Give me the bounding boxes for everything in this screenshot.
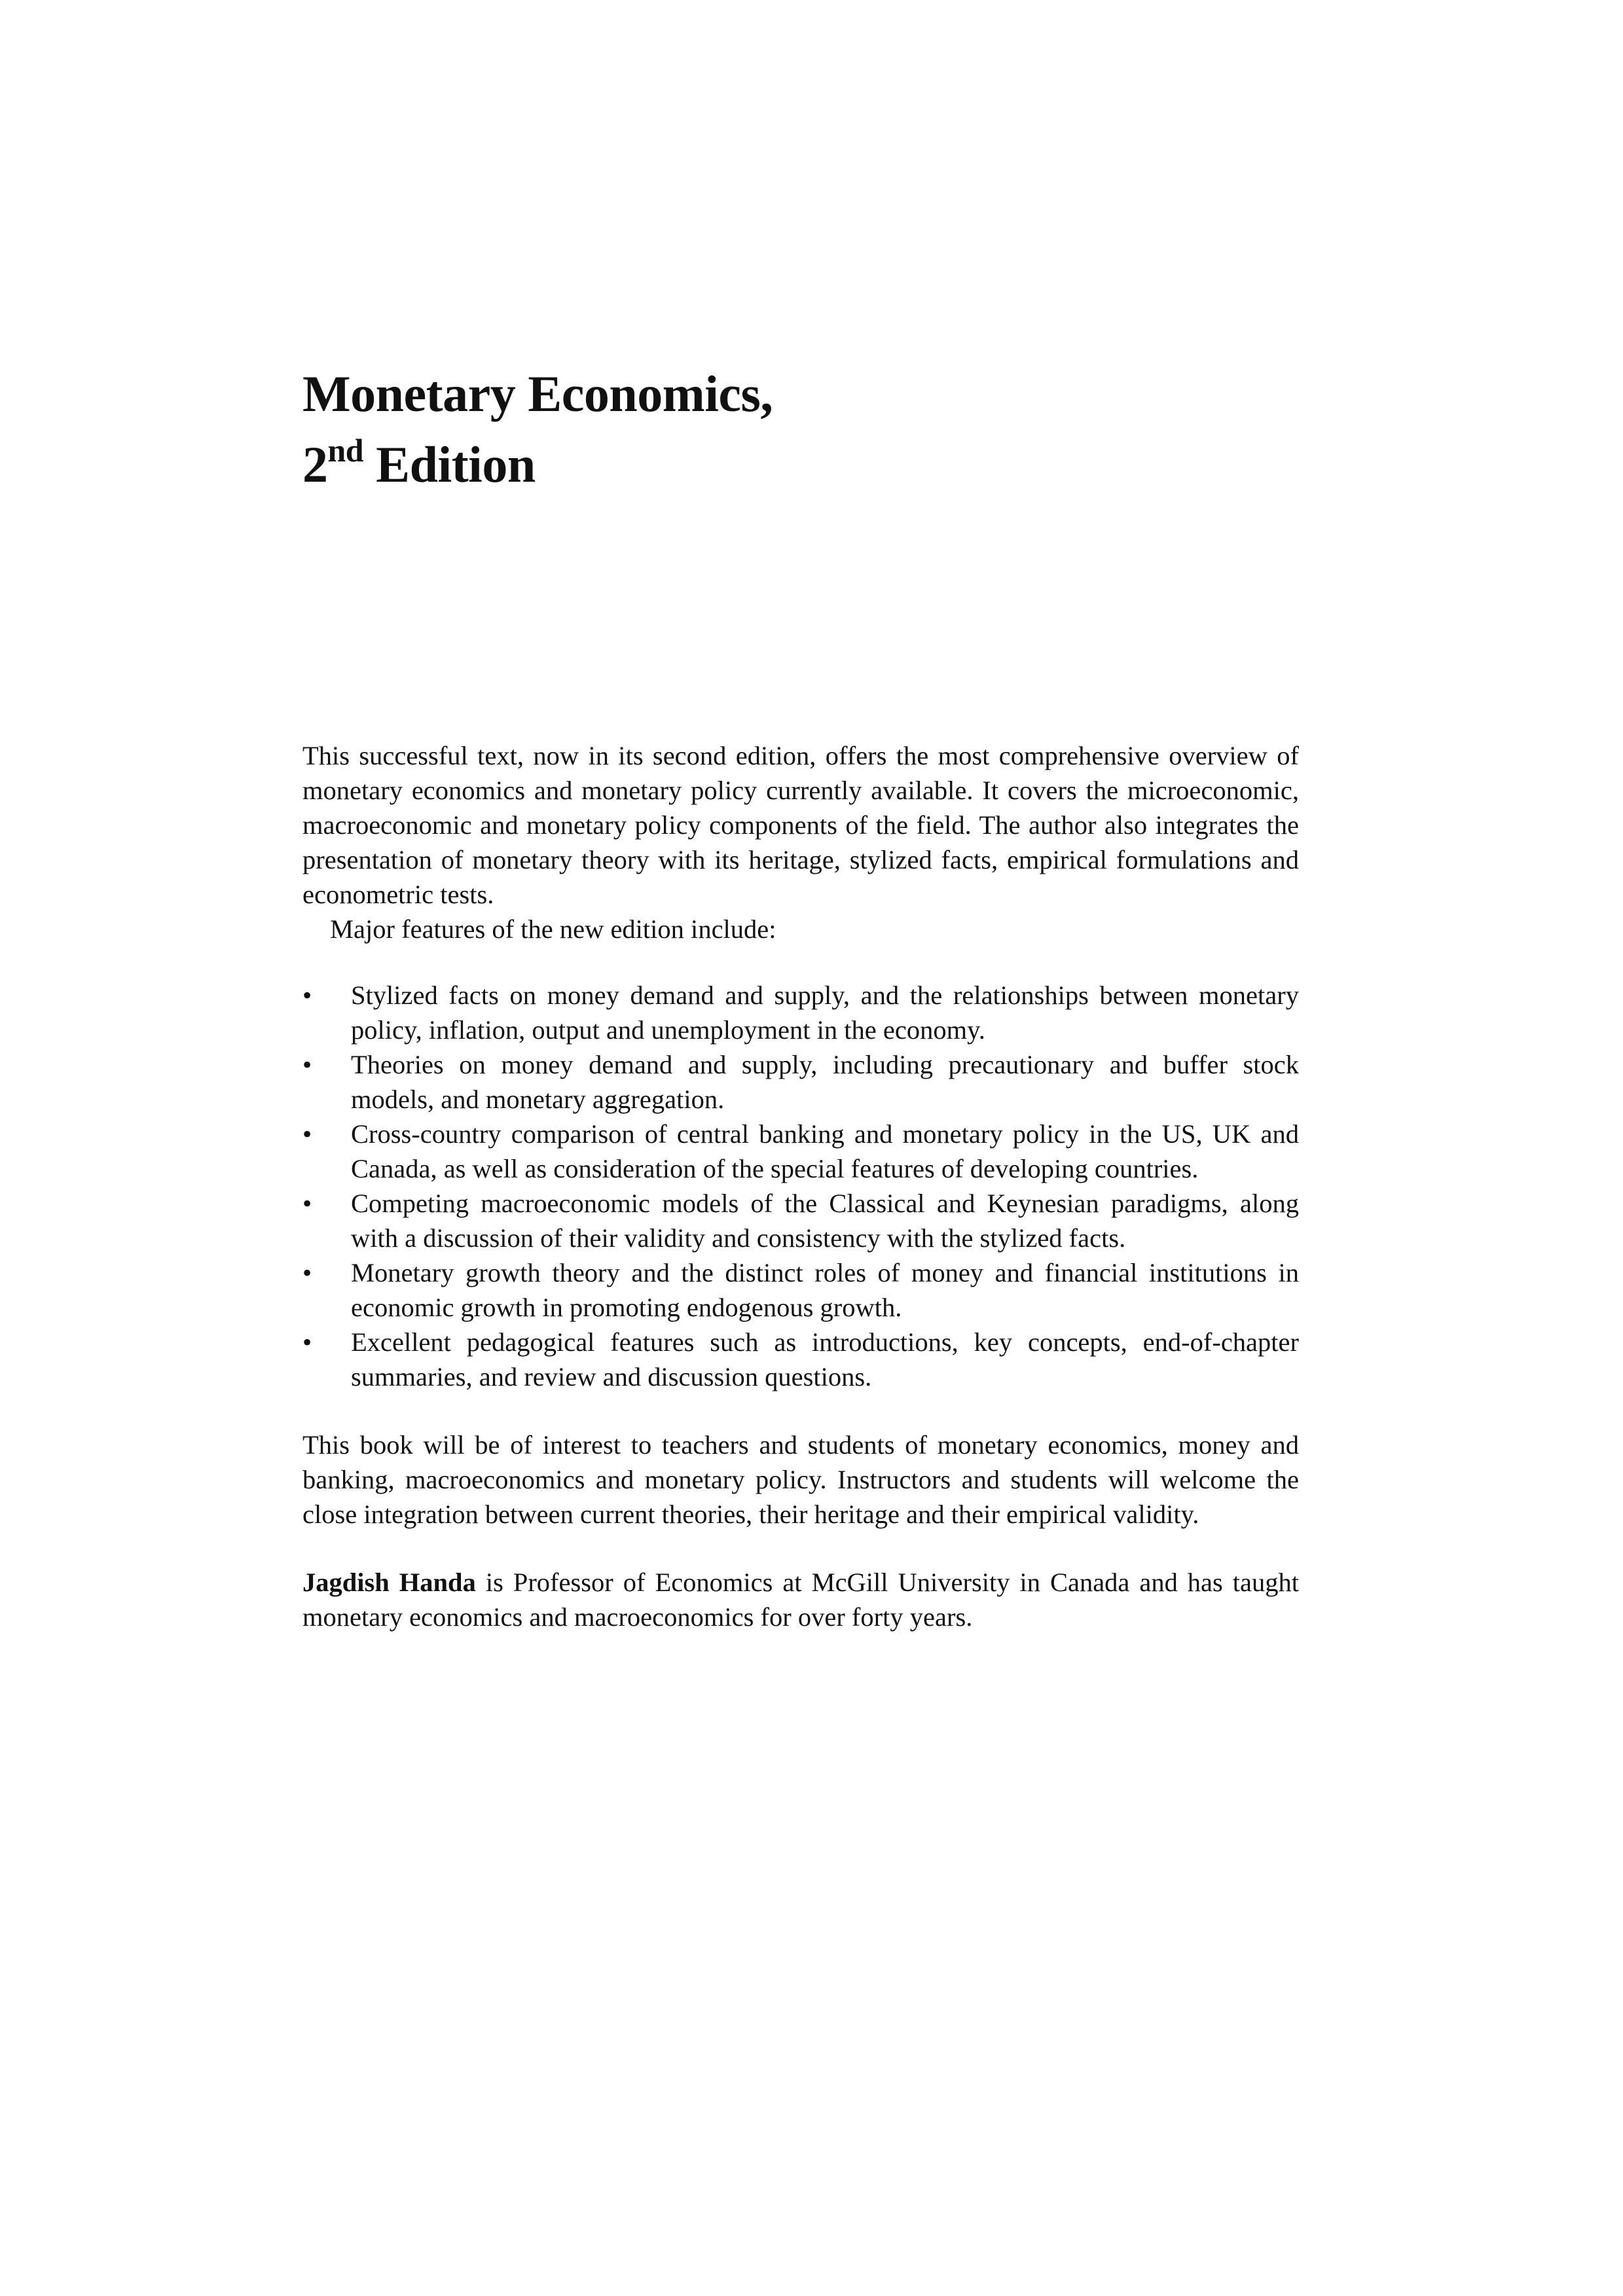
list-item [302,1047,1299,1117]
bullet-icon: • [302,1258,312,1287]
features-lead: Major features of the new edition include: [330,914,776,944]
spacer [302,1532,1299,1565]
list-item [302,1186,1299,1255]
bullet-icon: • [302,1050,312,1079]
edition-number: 2 [302,436,328,493]
edition-word: Edition [376,436,536,493]
feature-text: Theories on money demand and supply, including precautionary and buffer stock models, and monetary aggregation. [351,1050,1299,1114]
spacer [302,1394,1299,1427]
feature-text: Competing macroeconomic models of the Classical and Keynesian paradigms, along with a discussion of their validity and consistency with the stylized facts. [351,1189,1299,1253]
title-line-1: Monetary Economics, [302,365,773,422]
edition-ordinal-suffix: nd [327,432,364,469]
feature-text: Monetary growth theory and the distinct roles of money and financial institutions in economic growth in promoting endogenous growth. [351,1258,1299,1322]
feature-text: Stylized facts on money demand and supply, and the relationships between monetary policy, inflation, output and unemployment in the economy. [351,980,1299,1045]
audience-paragraph: This book will be of interest to teachers and students of monetary economics, money and banking, macroeconomics and monetary policy. Instructors and students will welcome the close integration between current theories, their heritage and their empirical validity. [302,1430,1299,1529]
list-item [302,1255,1299,1325]
author-paragraph [302,1565,1299,1634]
bullet-icon: • [302,1119,312,1149]
author-name: Jagdish Handa [302,1568,476,1597]
book-title [302,359,1285,500]
book-description [302,738,1299,1634]
list-item [302,1117,1299,1186]
list-item [302,1325,1299,1394]
feature-text: Excellent pedagogical features such as introductions, key concepts, end-of-chapter summaries, and review and discussion questions. [351,1327,1299,1391]
feature-text: Cross-country comparison of central banking and monetary policy in the US, UK and Canada, as well as consideration of the special features of developing countries. [351,1119,1299,1183]
bullet-icon: • [302,980,312,1010]
list-item [302,978,1299,1047]
bullet-icon: • [302,1327,312,1357]
intro-paragraph: This successful text, now in its second edition, offers the most comprehensive overview of monetary economics and monetary policy currently available. It covers the microeconomic, macroeconomic and monetary policy components of the field. The author also integrates the presentation of monetary theory with its heritage, stylized facts, empirical formulations and econometric tests. [302,741,1299,909]
author-bio: is Professor of Economics at McGill University in Canada and has taught monetary economics and macroeconomics for over forty years. [302,1568,1299,1632]
features-list [302,978,1299,1394]
bullet-icon: • [302,1189,312,1218]
